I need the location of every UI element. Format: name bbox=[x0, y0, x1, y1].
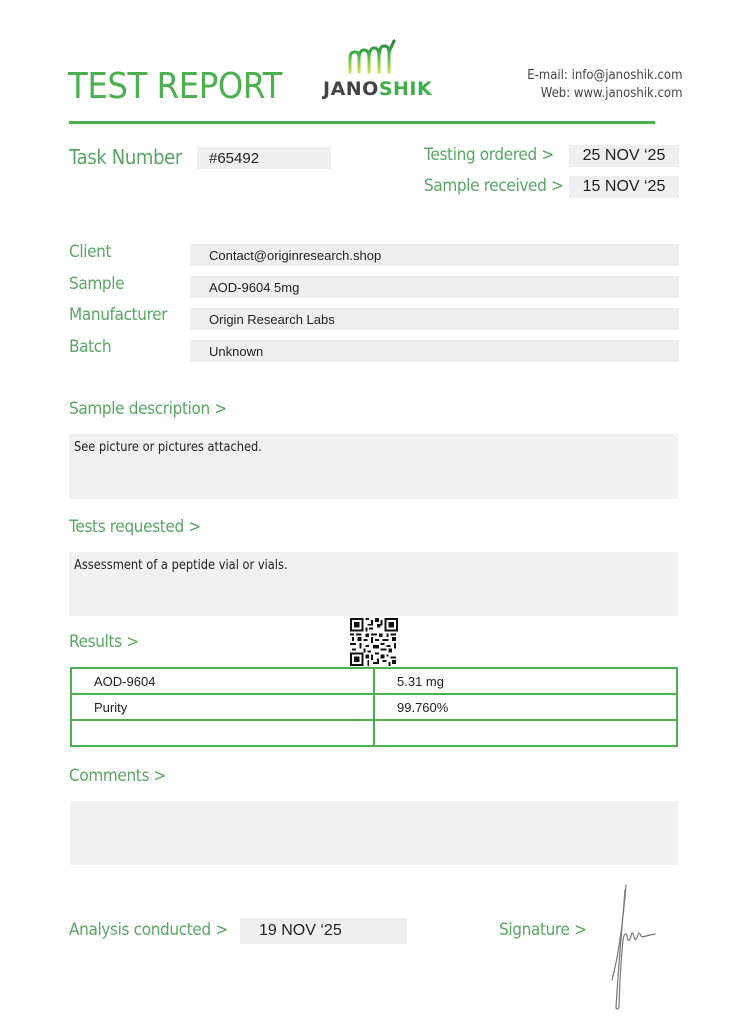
comments-label: Comments > bbox=[69, 766, 167, 786]
sample-label: Sample bbox=[69, 274, 125, 294]
signature-label: Signature > bbox=[499, 920, 587, 940]
batch-label: Batch bbox=[69, 337, 112, 357]
result-value-cell: 5.31 mg bbox=[374, 668, 677, 694]
client-value: Contact@originresearch.shop bbox=[190, 244, 679, 266]
result-name-cell: AOD-9604 bbox=[71, 668, 374, 694]
analysis-conducted-label: Analysis conducted > bbox=[69, 920, 228, 940]
manufacturer-label: Manufacturer bbox=[69, 305, 168, 325]
results-label: Results > bbox=[69, 632, 139, 652]
janoshik-logo bbox=[320, 38, 433, 102]
contact-web[interactable]: Web: www.janoshik.com bbox=[540, 86, 682, 101]
table-row bbox=[71, 668, 677, 694]
header-divider bbox=[69, 121, 655, 124]
sample-received-label: Sample received > bbox=[424, 176, 564, 196]
result-value-cell: 99.760% bbox=[374, 694, 677, 720]
sample-description-label: Sample description > bbox=[69, 399, 227, 419]
analysis-conducted-value: 19 NOV ‘25 bbox=[240, 918, 407, 944]
tests-requested-label: Tests requested > bbox=[69, 517, 201, 537]
sample-value: AOD-9604 5mg bbox=[190, 276, 679, 298]
comments-box bbox=[70, 801, 678, 865]
testing-ordered-label: Testing ordered > bbox=[424, 145, 554, 165]
results-table bbox=[70, 667, 678, 747]
manufacturer-value: Origin Research Labs bbox=[190, 308, 679, 330]
table-row bbox=[71, 694, 677, 720]
testing-ordered-value: 25 NOV ‘25 bbox=[569, 145, 679, 167]
sample-description-text: See picture or pictures attached. bbox=[74, 440, 262, 455]
sample-received-value: 15 NOV ‘25 bbox=[569, 176, 679, 198]
contact-email[interactable]: E-mail: info@janoshik.com bbox=[526, 68, 682, 83]
result-value-cell bbox=[374, 720, 677, 746]
report-title: TEST REPORT bbox=[68, 66, 282, 107]
logo-text-jano: JANO bbox=[323, 78, 379, 100]
table-row bbox=[71, 720, 677, 746]
chart-bars-logo-icon bbox=[347, 38, 397, 76]
batch-value: Unknown bbox=[190, 340, 679, 362]
task-number-value: #65492 bbox=[197, 147, 331, 169]
client-label: Client bbox=[69, 242, 112, 262]
contact-info bbox=[527, 67, 682, 103]
result-name-cell bbox=[71, 720, 374, 746]
signature-icon bbox=[598, 880, 668, 1015]
logo-text-shik: SHIK bbox=[378, 78, 433, 100]
tests-requested-box bbox=[69, 552, 678, 616]
tests-requested-text: Assessment of a peptide vial or vials. bbox=[74, 558, 288, 573]
result-name-cell: Purity bbox=[71, 694, 374, 720]
sample-description-box bbox=[69, 434, 678, 499]
task-number-label: Task Number bbox=[69, 145, 182, 169]
qr-code-icon[interactable] bbox=[350, 618, 398, 666]
